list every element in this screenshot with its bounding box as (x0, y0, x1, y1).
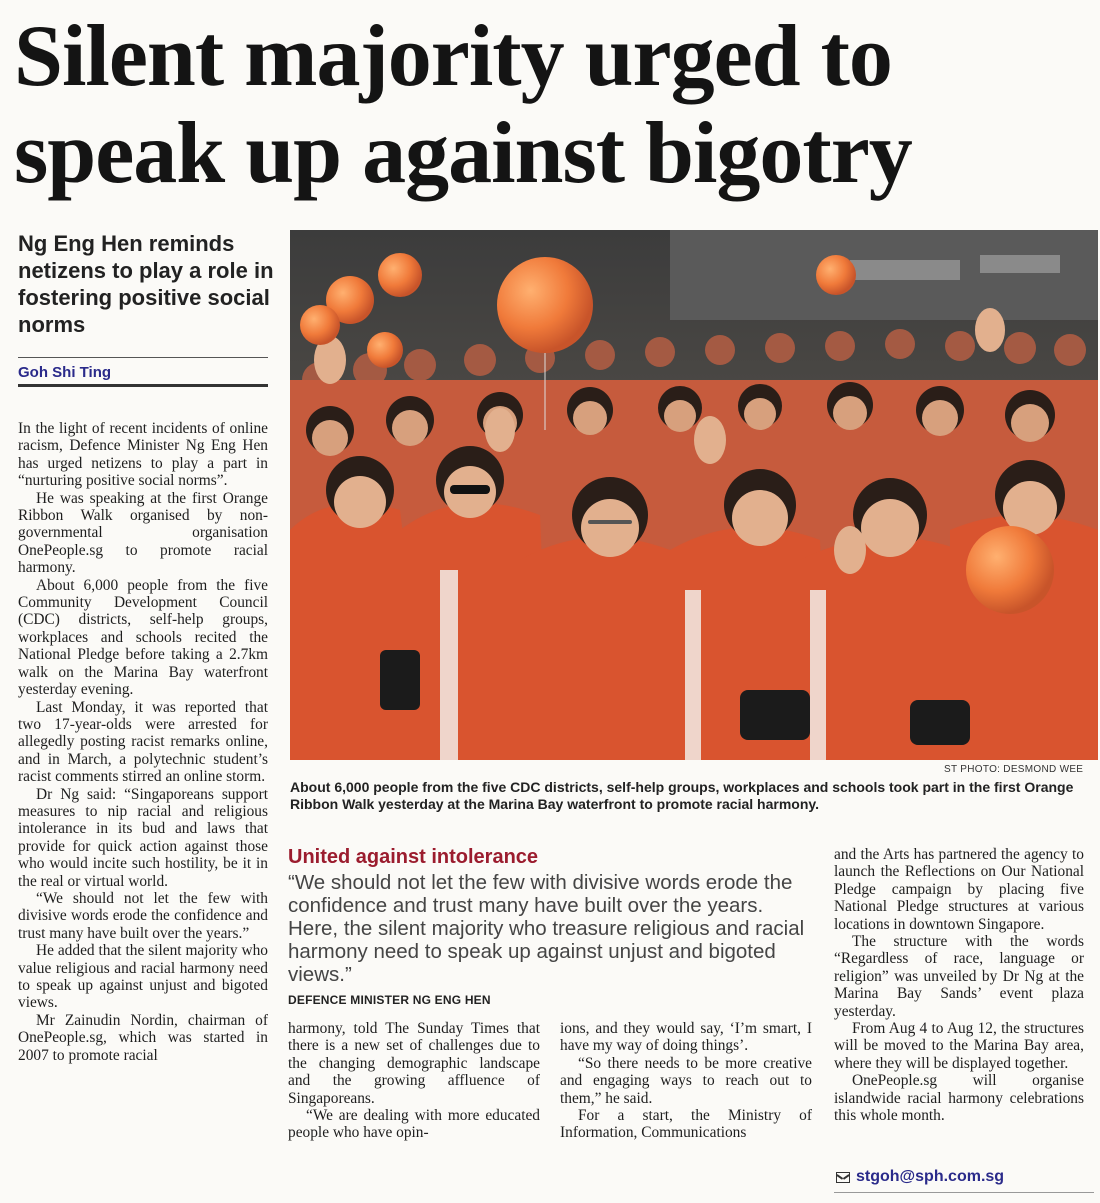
body-column-1 (18, 420, 268, 1064)
body-column-4 (834, 846, 1084, 1125)
headline (14, 8, 1094, 202)
paragraph: “We are dealing with more educated people who have opin- (288, 1107, 540, 1142)
byline-rule (18, 357, 268, 358)
paragraph: From Aug 4 to Aug 12, the structures will be moved to the Marina Bay area, where they will be displayed together. (834, 1020, 1084, 1072)
paragraph: Mr Zainudin Nordin, chairman of OnePeople.sg, which was started in 2007 to promote racial (18, 1011, 268, 1064)
envelope-icon (836, 1172, 850, 1183)
paragraph: For a start, the Ministry of Information, Communications (560, 1107, 812, 1142)
paragraph: “So there needs to be more creative and engaging ways to reach out to them,” he said. (560, 1054, 812, 1107)
paragraph: “We should not let the few with divisive words erode the confidence and trust many have built over the years.” (18, 889, 268, 942)
paragraph: In the light of recent incidents of online racism, Defence Minister Ng Eng Hen has urged netizens to play a part in “nurturing positive social norms”. (18, 420, 268, 490)
footer-rule (834, 1192, 1094, 1193)
photo-caption: About 6,000 people from the five CDC districts, self-help groups, workplaces and schools took part in the first Orange Ribbon Walk yesterday at the Marina Bay waterfront to promote racial harmony. (290, 779, 1074, 812)
paragraph: ions, and they would say, ‘I’m smart, I have my way of doing things’. (560, 1020, 812, 1055)
pullquote-title: United against intolerance (288, 846, 539, 868)
crowd-photo-illustration (290, 230, 1098, 760)
paragraph: Dr Ng said: “Singaporeans support measures to nip racial and religious intolerance in its bud and laws that provide for quick action against those who would incite such hostility, be it in the real or virtual world. (18, 785, 268, 890)
paragraph: He was speaking at the first Orange Ribbon Walk organised by non-governmental organisation OnePeople.sg to promote racial harmony. (18, 489, 268, 577)
subheadline: Ng Eng Hen reminds netizens to play a role in fostering positive social norms (18, 231, 274, 337)
paragraph: and the Arts has partnered the agency to launch the Reflections on Our National Pledge campaign by placing five National Pledge structures at various locations in downtown Singapore. (834, 846, 1084, 933)
paragraph: He added that the silent majority who value religious and racial harmony need to speak up against unjust and bigoted views. (18, 942, 268, 1012)
photo-orange-ribbon-walk (290, 230, 1098, 760)
byline: Goh Shi Ting (18, 364, 112, 381)
author-email[interactable] (836, 1168, 1004, 1186)
body-column-2 (288, 1020, 540, 1142)
headline-line-1: Silent majority urged to (14, 8, 892, 105)
paragraph: The structure with the words “Regardless of race, language or religion” was unveiled by Dr Ng at the Marina Bay Sands’ event plaza yesterday. (834, 933, 1084, 1020)
photo-credit: ST PHOTO: DESMOND WEE (944, 764, 1084, 775)
headline-line-2: speak up against bigotry (14, 105, 912, 202)
paragraph: About 6,000 people from the five Community Development Council (CDC) districts, self-help groups, workplaces and schools recited the National Pledge before taking a 2.7km walk on the Marina Bay waterfront yesterday evening. (18, 576, 268, 699)
pullquote-text: “We should not let the few with divisive words erode the confidence and trust many have built over the years. Here, the silent majority who treasure religious and racial harmony need to speak up against unjust and bigoted views.” (288, 871, 805, 986)
paragraph: Last Monday, it was reported that two 17-year-olds were arrested for allegedly posting racist remarks online, and in March, a polytechnic student’s racist comments stirred an online storm. (18, 698, 268, 786)
paragraph: harmony, told The Sunday Times that there is a new set of challenges due to the changing demographic landscape and the growing affluence of Singaporeans. (288, 1020, 540, 1107)
byline-underline (18, 384, 268, 387)
body-column-3 (560, 1020, 812, 1142)
email-link[interactable]: stgoh@sph.com.sg (856, 1168, 1005, 1185)
paragraph: OnePeople.sg will organise islandwide racial harmony celebrations this whole month. (834, 1072, 1084, 1125)
pullquote-attribution: DEFENCE MINISTER NG ENG HEN (288, 993, 491, 1007)
